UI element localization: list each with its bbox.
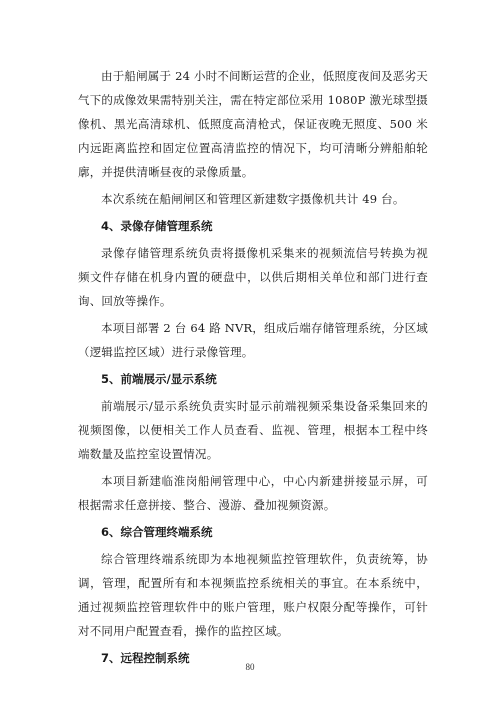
- document-body: [78, 64, 428, 673]
- heading-display-system: 5、前端展示/显示系统: [101, 372, 217, 386]
- paragraph-camera-count: 本次系统在船闸闸区和管理区新建数字摄像机共计 49 台。: [101, 192, 405, 206]
- paragraph-night-imaging: 由于船闸属于 24 小时不间断运营的企业，低照度夜间及恶劣天气下的成像效果需特别关注，需在特定部位采用 1080P 激光球型摄像机、黑光高清球机、低照度高清枪式，保证夜晚无照度、500 米内远距离监控和固定位置高清监控的情况下，均可清晰分辨船舶轮廓，并提供清晰昼夜的录像质量。: [78, 69, 428, 179]
- heading-recording-storage: 4、录像存储管理系统: [101, 219, 213, 233]
- heading-remote-control: 7、远程控制系统: [101, 651, 190, 665]
- paragraph-display-system-desc: 前端展示/显示系统负责实时显示前端视频采集设备采集回来的视频图像，以便相关工作人员查看、监视、管理，根据本工程中终端数量及监控室设置情况。: [78, 399, 428, 461]
- paragraph-management-terminal-desc: 综合管理终端系统即为本地视频监控管理软件，负责统筹，协调，管理，配置所有和本视频监控系统相关的事宜。在本系统中，通过视频监控管理软件中的账户管理，账户权限分配等操作，可针对不同用户配置查看，操作的监控区域。: [78, 552, 428, 638]
- paragraph-recording-storage-desc: 录像存储管理系统负责将摄像机采集来的视频流信号转换为视频文件存储在机身内置的硬盘中，以供后期相关单位和部门进行查询、回放等操作。: [78, 246, 428, 308]
- paragraph-video-wall: 本项目新建临淮岗船闸管理中心，中心内新建拼接显示屏，可根据需求任意拼接、整合、漫游、叠加视频资源。: [78, 474, 428, 512]
- page-number: 80: [245, 662, 255, 672]
- paragraph-nvr-deployment: 本项目部署 2 台 64 路 NVR，组成后端存储管理系统，分区域（逻辑监控区域）进行录像管理。: [78, 321, 428, 359]
- heading-management-terminal: 6、综合管理终端系统: [101, 525, 213, 539]
